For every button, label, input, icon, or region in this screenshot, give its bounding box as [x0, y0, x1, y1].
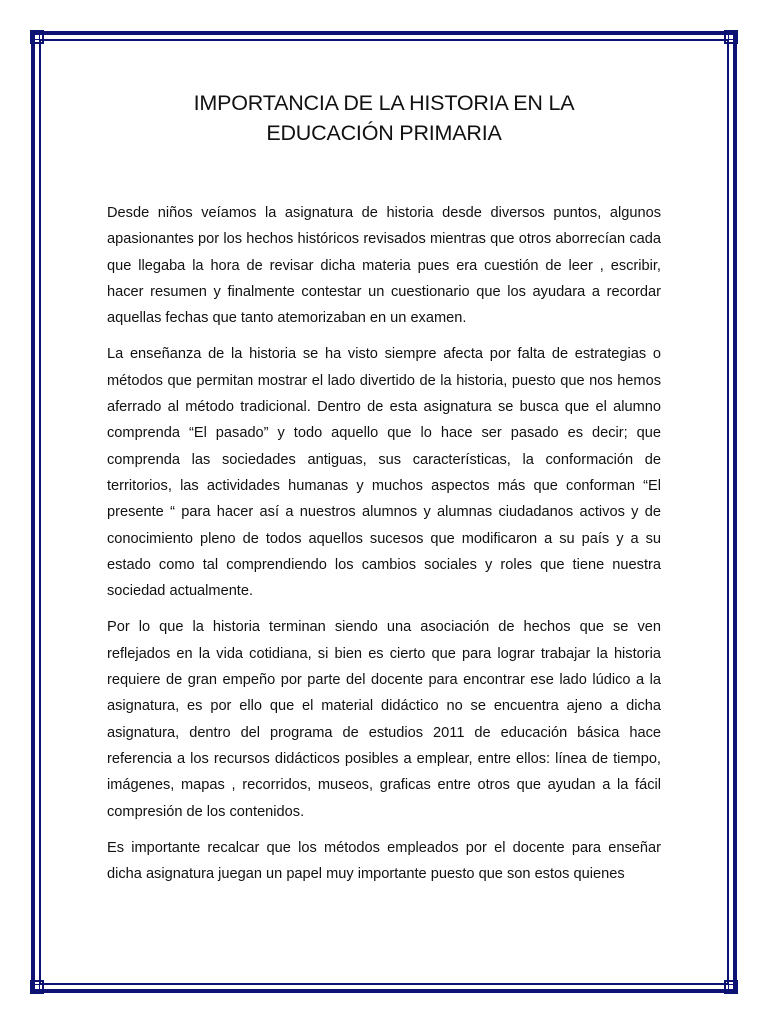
title-line-1: IMPORTANCIA DE LA HISTORIA EN LA — [193, 91, 575, 115]
corner-ornament-inner-bottom-right — [728, 984, 734, 990]
corner-ornament-inner-top-left — [34, 34, 40, 40]
paragraph-1: Desde niños veíamos la asignatura de historia desde diversos puntos, algunos apasionantes por los hechos históricos revisados mientras que otros aborrecían cada que llegaba la hora de revisar dicha materia pues era cuestión de leer , escribir, hacer resumen y finalmente contestar un cuestionario que los ayudara a recordar aquellas fechas que tanto atemorizaban en un examen. — [107, 205, 661, 327]
title-line-2: EDUCACIÓN PRIMARIA — [266, 121, 502, 145]
paragraph-2: La enseñanza de la historia se ha visto siempre afecta por falta de estrategias o métodos que permitan mostrar el lado divertido de la historia, puesto que nos hemos aferrado al método tradicional. Dentro de esta asignatura se busca que el alumno comprenda “El pasado” y todo aquello que lo hace ser pasado es decir; que comprenda las sociedades antiguas, sus características, la conformación de territorios, las actividades humanas y muchos aspectos más que conforman “El presente “ para hacer así a nuestros alumnos y alumnas ciudadanos activos y de conocimiento pleno de todos aquellos sucesos que modificaron a su país y a su estado como tal comprendiendo los cambios sociales y roles que tiene nuestra sociedad actualmente. — [107, 346, 661, 600]
corner-ornament-inner-top-right — [728, 34, 734, 40]
document-body — [107, 88, 661, 897]
document-title — [107, 88, 661, 148]
paragraph-4: Es importante recalcar que los métodos empleados por el docente para enseñar dicha asignatura juegan un papel muy importante puesto que son estos quienes — [107, 839, 661, 883]
paragraph-3: Por lo que la historia terminan siendo una asociación de hechos que se ven reflejados en la vida cotidiana, si bien es cierto que para lograr trabajar la historia requiere de gran empeño por parte del docente para encontrar ese lado lúdico a la asignatura, es por ello que el material didáctico no se encuentra ajeno a dicha asignatura, dentro del programa de estudios 2011 de educación básica hace referencia a los recursos didácticos posibles a emplear, entre ellos: línea de tiempo, imágenes, mapas , recorridos, museos, graficas entre otros que ayudan a la fácil compresión de los contenidos. — [107, 619, 661, 820]
corner-ornament-inner-bottom-left — [34, 984, 40, 990]
